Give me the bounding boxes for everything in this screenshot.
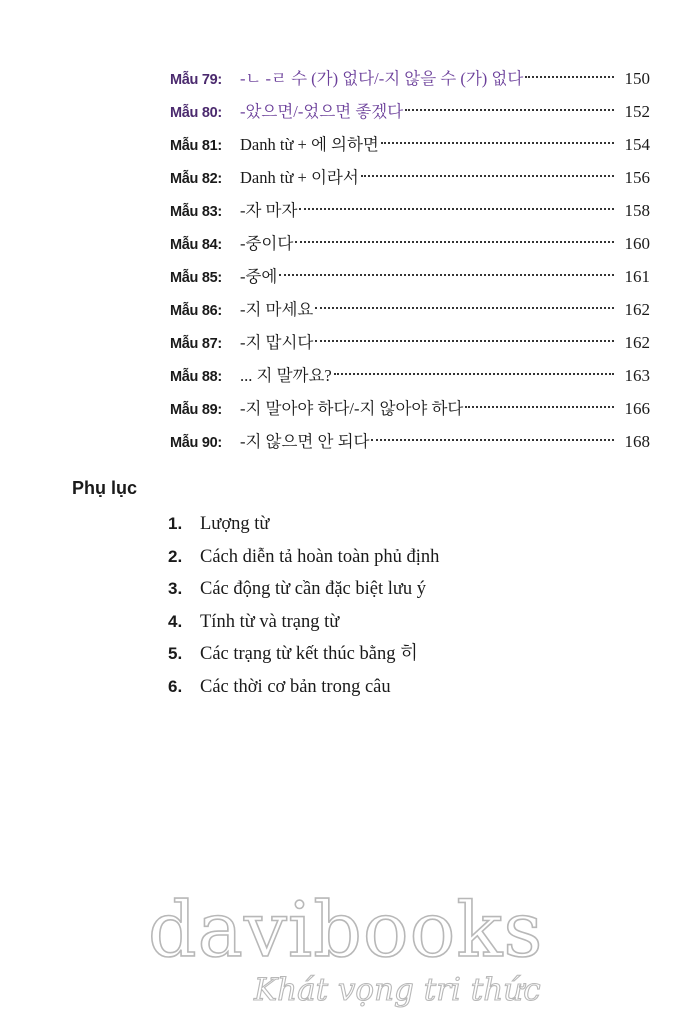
toc-leader-dots: [381, 142, 614, 144]
toc-entry-label: Mẫu 79:: [170, 72, 222, 88]
toc-entry: [170, 392, 650, 425]
appendix-item-text: Cách diễn tả hoàn toàn phủ định: [200, 546, 440, 567]
toc-entry-page: 162: [624, 300, 650, 319]
toc-entry-title: ... 지 말까요?: [240, 366, 332, 385]
toc-leader-dots: [334, 373, 614, 375]
toc-entry-label: Mẫu 90:: [170, 435, 222, 451]
toc-leader-dots: [371, 439, 614, 441]
appendix-item-text: Các thời cơ bản trong câu: [200, 676, 391, 697]
appendix-item: [168, 573, 588, 606]
toc-entry-label: Mẫu 84:: [170, 237, 222, 253]
appendix-item: [168, 508, 588, 541]
toc-entry: [170, 62, 650, 95]
toc-entry-title: -지 않으면 안 되다: [240, 432, 370, 451]
toc-entry-title: -지 맙시다: [240, 333, 314, 352]
toc-entry: [170, 293, 650, 326]
appendix-item-number: 6.: [168, 676, 183, 696]
toc-entry-label: Mẫu 81:: [170, 138, 222, 154]
toc-entry: [170, 161, 650, 194]
toc-entry-label: Mẫu 85:: [170, 270, 222, 286]
watermark-brand: davibooks: [148, 885, 544, 974]
appendix-item-number: 1.: [168, 514, 183, 533]
appendix-item-number: 5.: [168, 644, 183, 663]
toc-leader-dots: [361, 175, 614, 177]
toc-entry-page: 161: [624, 267, 650, 286]
toc-entry-title: Danh từ + 이라서: [240, 168, 359, 187]
appendix-item: [168, 638, 588, 671]
toc-entry-label: Mẫu 88:: [170, 369, 222, 385]
toc-entry-label: Mẫu 89:: [170, 402, 222, 418]
toc-entry-title: -자 마자: [240, 201, 298, 220]
toc-leader-dots: [299, 208, 614, 210]
toc-entry-label: Mẫu 83:: [170, 204, 222, 220]
toc-leader-dots: [315, 307, 614, 309]
appendix-item-text: Các trạng từ kết thúc bằng 히: [200, 644, 418, 664]
toc-entry-page: 150: [624, 69, 650, 88]
toc-leader-dots: [295, 241, 614, 243]
toc-entry-label: Mẫu 86:: [170, 303, 222, 319]
toc-entry-page: 168: [624, 432, 650, 451]
appendix-item: [168, 606, 588, 639]
toc-entry-title: -ㄴ -ㄹ 수 (가) 없다/-지 않을 수 (가) 없다: [240, 69, 524, 88]
toc-entry-title: -았으면/-었으면 좋겠다: [240, 102, 404, 121]
appendix-item: [168, 541, 588, 574]
appendix-item-number: 4.: [168, 611, 183, 631]
toc-entry-title: -중에: [240, 267, 278, 286]
toc-entry: [170, 260, 650, 293]
toc-entry-title: -지 말아야 하다/-지 않아야 하다: [240, 399, 464, 418]
appendix-item-text: Lượng từ: [200, 514, 270, 534]
appendix-item: [168, 671, 588, 704]
toc-entry-label: Mẫu 87:: [170, 336, 222, 352]
toc-entry: [170, 359, 650, 392]
toc-entry-page: 163: [624, 366, 650, 385]
appendix-item-number: 3.: [168, 579, 183, 598]
toc-entry-page: 154: [624, 135, 650, 154]
toc-entry-label: Mẫu 80:: [170, 105, 222, 121]
toc-entry-page: 160: [624, 234, 650, 253]
toc-entry-page: 158: [624, 201, 650, 220]
toc-entry-title: Danh từ + 에 의하면: [240, 135, 379, 154]
toc-entry: [170, 227, 650, 260]
toc-entry: [170, 194, 650, 227]
toc-entry-title: -중이다: [240, 234, 294, 253]
toc-entry-page: 152: [624, 102, 650, 121]
appendix-item-text: Các động từ cần đặc biệt lưu ý: [200, 579, 427, 599]
table-of-contents: [170, 62, 650, 458]
toc-leader-dots: [465, 406, 614, 408]
toc-leader-dots: [405, 109, 614, 111]
toc-leader-dots: [315, 340, 614, 342]
appendix-item-number: 2.: [168, 546, 183, 566]
toc-leader-dots: [525, 76, 614, 78]
watermark-tagline: Khát vọng tri thức: [254, 972, 541, 1008]
toc-entry-page: 156: [624, 168, 650, 187]
toc-leader-dots: [279, 274, 614, 276]
toc-entry: [170, 326, 650, 359]
toc-entry: [170, 425, 650, 458]
toc-entry-label: Mẫu 82:: [170, 171, 222, 187]
toc-entry-title: -지 마세요: [240, 300, 314, 319]
appendix-heading: Phụ lục: [72, 478, 138, 498]
toc-entry: [170, 128, 650, 161]
appendix-item-text: Tính từ và trạng từ: [200, 611, 340, 632]
toc-entry-page: 166: [624, 399, 650, 418]
toc-entry: [170, 95, 650, 128]
appendix-list: [168, 508, 588, 703]
toc-entry-page: 162: [624, 333, 650, 352]
